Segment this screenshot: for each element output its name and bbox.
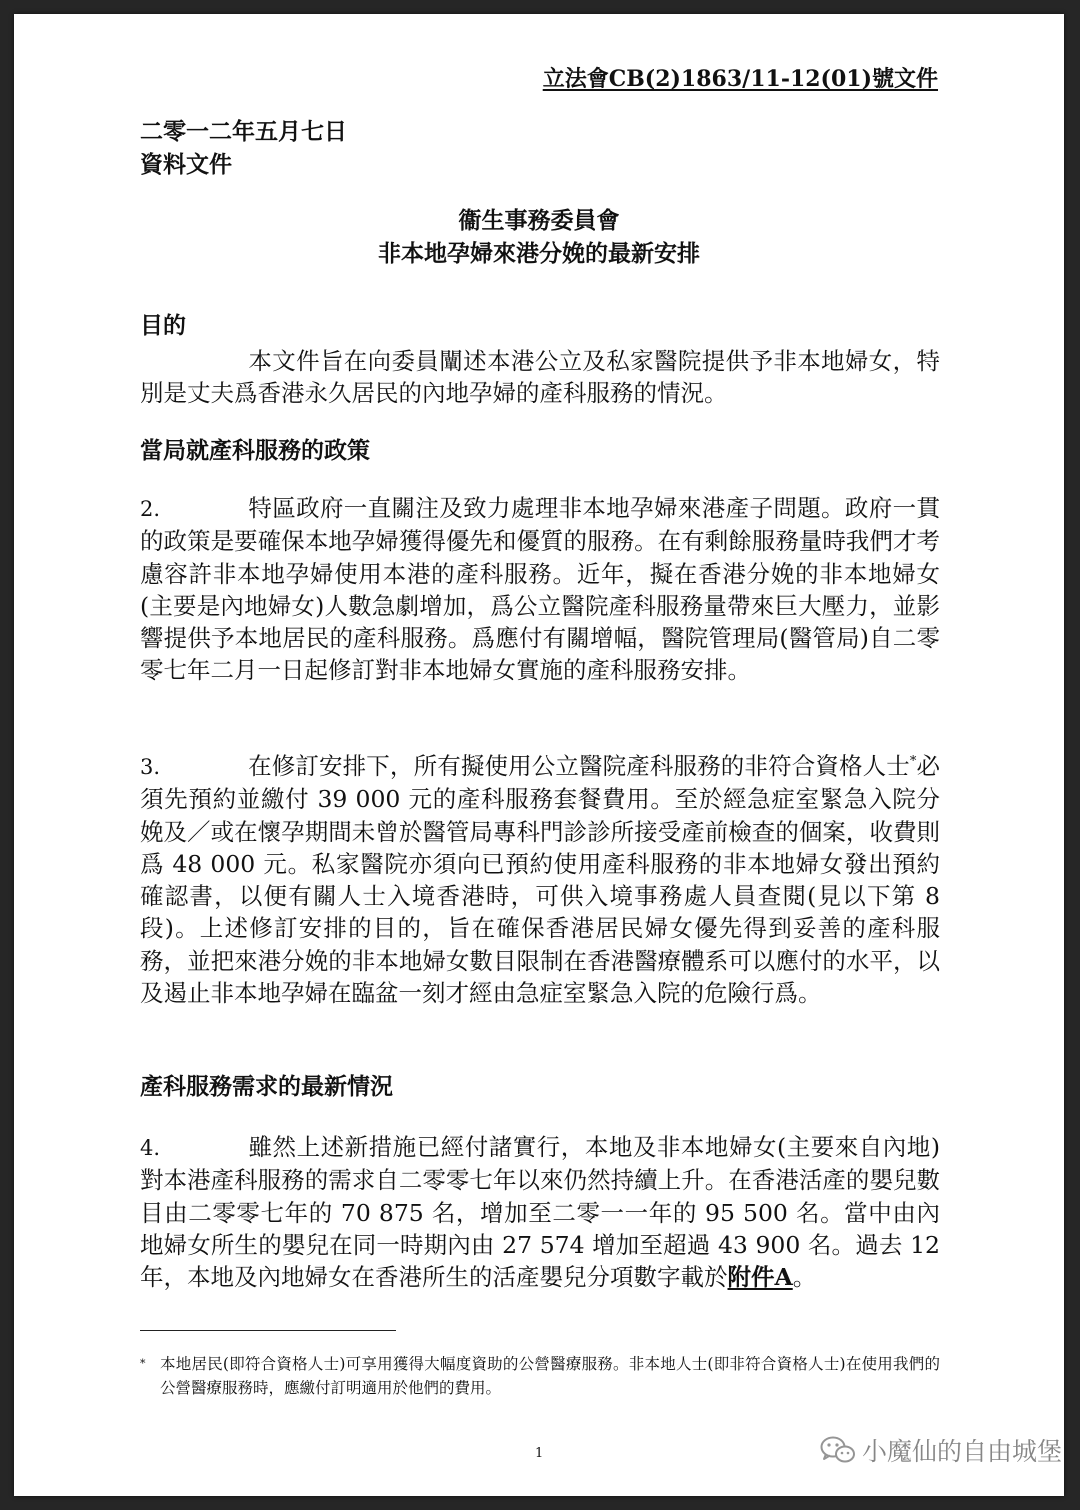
document-date: 二零一二年五月七日	[140, 118, 347, 145]
paragraph-text: 特區政府一直關注及致力處理非本地孕婦來港產子問題。政府一貫的政策是要確保本地孕婦獲得優先和優質的服務。在有剩餘服務量時我們才考慮容許非本地孕婦使用本港的產科服務。近年，擬在香港分娩的非本地婦女(主要是內地婦女)人數急劇增加，爲公立醫院產科服務量帶來巨大壓力，並影響提供予本地居民的產科服務。爲應付有關增幅，醫院管理局(醫管局)自二零零七年二月一日起修訂對非本地婦女實施的產科服務安排。	[140, 494, 940, 685]
heading-policy: 當局就產科服務的政策	[140, 437, 370, 464]
paragraph-text: 雖然上述新措施已經付諸實行，本地及非本地婦女(主要來自內地)對本港產科服務的需求自二零零七年以來仍然持續上升。在香港活產的嬰兒數目由二零零七年的 70 875 名，增加至二零一一年的 95 500 名。當中由內地婦女所生的嬰兒在同一時期內由 27 574 增加至超過 43 900 名。過去 12 年，本地及內地婦女在香港所生的活產嬰兒分項數字載於	[140, 1133, 940, 1292]
document-page	[14, 14, 1064, 1496]
title-block	[14, 204, 1064, 270]
footnote-text: 本地居民(即符合資格人士)可享用獲得大幅度資助的公營醫療服務。非本地人士(即非符合資格人士)在使用我們的公營醫療服務時，應繳付訂明適用於他們的費用。	[160, 1355, 940, 1397]
heading-purpose: 目的	[140, 312, 186, 339]
paragraph-purpose	[140, 345, 940, 410]
paragraph-number: 4.	[140, 1136, 161, 1160]
footnote	[140, 1352, 940, 1400]
watermark-text: 小魔仙的自由城堡	[861, 1437, 1062, 1466]
paragraph-text-end: 。	[792, 1263, 817, 1292]
paragraph-number: 2.	[140, 497, 161, 521]
paragraph-number: 3.	[140, 755, 161, 779]
paragraph-text: 本文件旨在向委員闡述本港公立及私家醫院提供予非本地婦女，特別是丈夫爲香港永久居民的內地孕婦的產科服務的情況。	[140, 347, 940, 408]
document-reference: 立法會CB(2)1863/11-12(01)號文件	[542, 66, 938, 92]
paragraph-2	[140, 492, 940, 687]
annex-a-link: 附件A	[727, 1263, 793, 1292]
heading-demand: 產科服務需求的最新情況	[140, 1073, 393, 1100]
header-block	[140, 115, 347, 181]
paragraph-4	[140, 1131, 940, 1293]
watermark	[820, 1432, 1062, 1468]
page-number: 1	[535, 1446, 544, 1461]
document-type: 資料文件	[140, 151, 232, 178]
footnote-reference: *	[909, 754, 917, 770]
paragraph-text-continued: 必須先預約並繳付 39 000 元的產科服務套餐費用。至於經急症室緊急入院分娩及／或在懷孕期間未曾於醫管局專科門診診所接受產前檢查的個案，收費則爲 48 000 元。私家醫院亦須向已預約使用產科服務的非本地婦女發出預約確認書，以便有關人士入境香港時，可供入境事務處人員查閱(見以下第 8 段)。上述修訂安排的目的，旨在確保香港居民婦女優先得到妥善的產科服務，並把來港分娩的非本地婦女數目限制在香港醫療體系可以應付的水平，以及遏止非本地孕婦在臨盆一刻才經由急症室緊急入院的危險行爲。	[140, 752, 941, 1008]
wechat-icon	[820, 1435, 856, 1465]
document-title: 非本地孕婦來港分娩的最新安排	[378, 240, 700, 267]
footnote-mark: *	[140, 1357, 146, 1370]
committee-name: 衞生事務委員會	[458, 207, 620, 234]
paragraph-text: 在修訂安排下，所有擬使用公立醫院產科服務的非符合資格人士	[248, 752, 910, 780]
footnote-divider	[140, 1330, 396, 1331]
paragraph-3	[140, 750, 940, 1009]
